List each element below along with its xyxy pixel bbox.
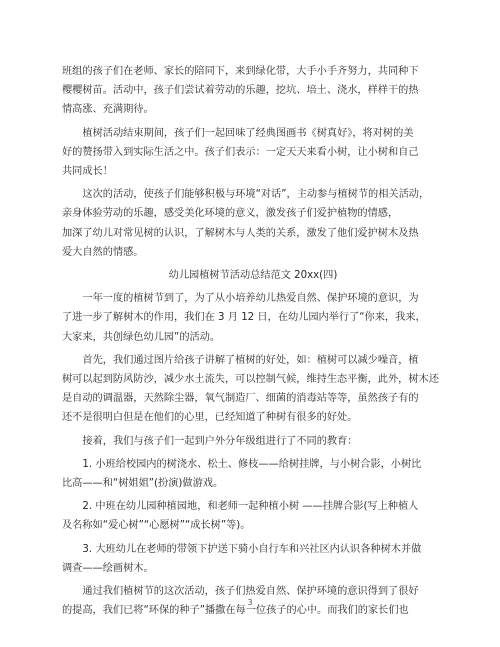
text-line: 2. 中班在幼儿园种植园地，和老师一起种植小树 ——挂牌合影(写上种植人 xyxy=(82,501,419,513)
page-number: 3 xyxy=(247,598,253,607)
text-line: 通过我们植树节的这次活动，孩子们热爱自然、保护环境的意识得到了很好 xyxy=(82,586,419,598)
text-line: 及名称如“爱心树”“心愿树”“成长树”等)。 xyxy=(62,520,251,532)
text-line: 大家来，共创绿色幼儿园”的活动。 xyxy=(62,331,221,343)
text-line: 了进一步了解树木的作用，我们在 3 月 12 日，在幼儿园内举行了“你来，我来， xyxy=(62,312,426,324)
text-line: 接着，我们与孩子们一起到户外分年级组进行了不同的教育： xyxy=(82,435,358,447)
text-line: 是自动的调温器，天然除尘器，氧气制造厂、细菌的消毒站等等，虽然孩子有的 xyxy=(62,393,419,405)
text-line: 这次的活动，使孩子们能够积极与环境“对话”，主动参与植树节的相关活动， xyxy=(82,189,430,201)
paragraph xyxy=(62,185,444,262)
paragraph xyxy=(62,351,444,428)
text-line: 首先，我们通过图片给孩子讲解了植树的好处，如：植树可以减少噪音，植 xyxy=(82,354,419,366)
paragraph xyxy=(62,124,444,182)
section-title: 幼儿园植树节活动总结范文 20xx(四) xyxy=(168,270,338,282)
text-line: 的提高，我们已将“环保的种子”播撒在每一位孩子的心中。而我们的家长们也 xyxy=(62,605,409,617)
text-line: 1. 小班给校园内的树浇水、松土、修枝——给树挂牌，与小树合影，小树比 xyxy=(82,458,422,470)
text-line: 调查——绘画树木。 xyxy=(62,562,154,574)
paragraph xyxy=(62,62,444,120)
text-line: 好的赞扬带入到实际生活之中。孩子们表示：一定天天来看小树，让小树和自己 xyxy=(62,146,419,158)
text-line: 樱樱树苗。活动中，孩子们尝试着劳动的乐趣，挖坑、培土、浇水，样样干的热 xyxy=(62,85,419,97)
text-line: 还不是很明白但是在他们的心里，已经知道了种树有很多的好处。 xyxy=(62,412,358,424)
text-line: 加深了幼儿对常见树的认识，了解树木与人类的关系，激发了他们爱护树木及热 xyxy=(62,227,419,239)
text-line: 班组的孩子们在老师、家长的陪同下，来到绿化带，大手小手齐努力，共同种下 xyxy=(62,66,419,77)
text-line: 比高——和“树姐姐”(扮演)做游戏。 xyxy=(62,478,224,490)
text-line: 植树活动结束期间，孩子们一起回味了经典图画书《树真好》，将对树的美 xyxy=(82,127,414,139)
text-line: 情高涨、充满期待。 xyxy=(62,104,154,116)
paragraph xyxy=(62,432,444,451)
text-line: 一年一度的植树节到了，为了从小培养幼儿热爱自然、保护环境的意识，为 xyxy=(82,293,419,305)
text-line: 亲身体验劳动的乐趣，感受美化环境的意义，激发孩子们爱护植物的情感， xyxy=(62,208,399,220)
text-line: 树可以起到防风防沙，减少水土流失，可以控制气候，维持生态平衡，此外，树木还 xyxy=(62,374,439,386)
paragraph xyxy=(62,497,444,535)
document-body xyxy=(62,62,444,620)
text-line: 3. 大班幼儿在老师的带领下护送下骑小自行车和兴社区内认识各种树木并做 xyxy=(82,543,422,555)
paragraph xyxy=(62,289,444,347)
text-line: 共同成长！ xyxy=(62,166,113,178)
paragraph xyxy=(62,455,444,493)
text-line: 爱大自然的情感。 xyxy=(62,246,144,258)
paragraph xyxy=(62,540,444,578)
